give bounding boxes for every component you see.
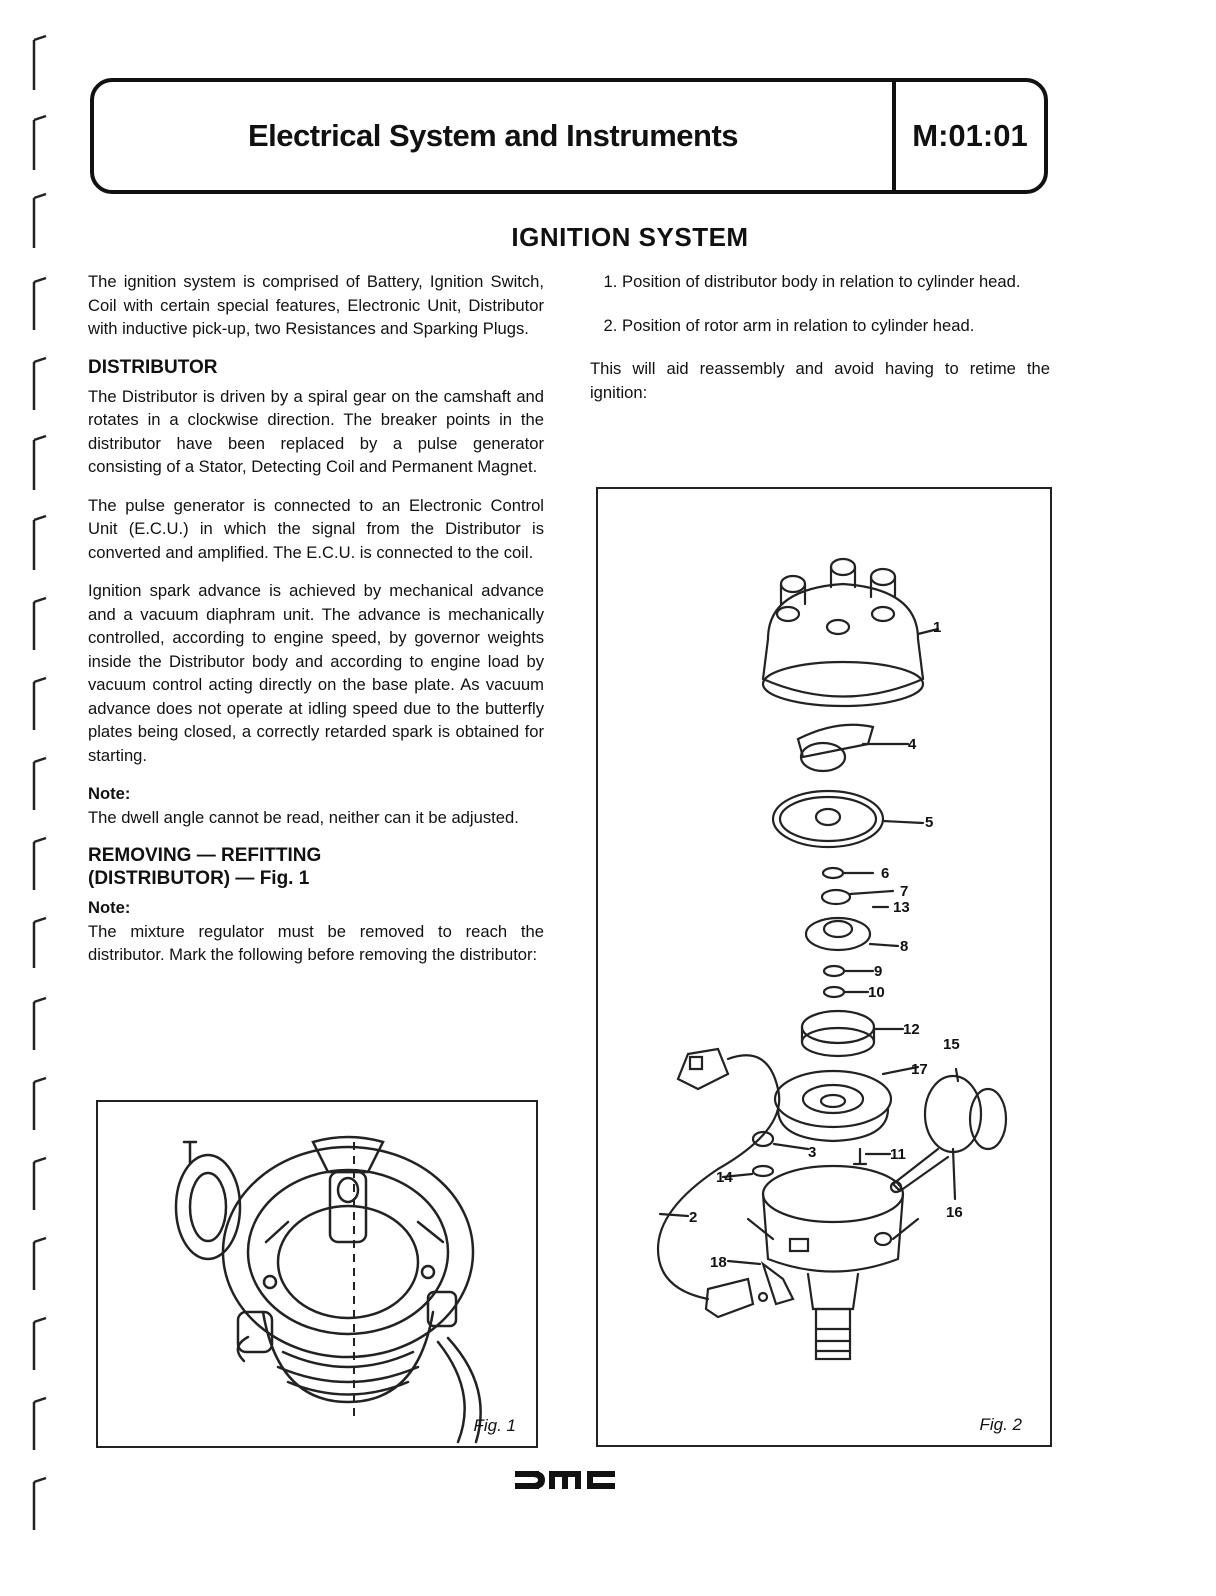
intro-paragraph: The ignition system is comprised of Battery, Ignition Switch, Coil with certain special features, Electronic Unit, Distributor with inductive pick-up, two Resistances and Sparking Plugs.	[88, 272, 544, 338]
figure-1	[96, 1100, 538, 1448]
section-title: IGNITION SYSTEM	[511, 222, 749, 252]
right-column	[590, 270, 1050, 419]
binder-marks	[22, 0, 52, 1596]
callout-18: 18	[710, 1254, 727, 1271]
distributor-paragraph-1: The Distributor is driven by a spiral gear on the camshaft and rotates in a clockwise direction. The breaker points in the distributor have been replaced by a pulse generator consisting of a Stator, Detecting Coil and Permanent Magnet.	[88, 386, 544, 476]
figure-1-caption: Fig. 1	[473, 1416, 516, 1435]
callout-10: 10	[868, 984, 885, 1001]
page-header	[90, 78, 1048, 194]
step-item: 2. Position of rotor arm in relation to cylinder head.	[622, 314, 1050, 338]
callout-5: 5	[925, 814, 934, 831]
callout-3: 3	[808, 1144, 817, 1161]
note-1-text: The dwell angle cannot be read, neither can it be adjusted.	[88, 807, 519, 827]
dmc-logo	[515, 1467, 615, 1493]
callout-11: 11	[890, 1146, 906, 1163]
header-title: Electrical System and Instruments	[247, 118, 739, 153]
callout-2: 2	[689, 1209, 698, 1226]
left-column	[88, 270, 544, 982]
callout-9: 9	[874, 963, 883, 980]
callout-6: 6	[881, 865, 890, 882]
figure-2-caption: Fig. 2	[979, 1415, 1022, 1434]
callout-17: 17	[911, 1061, 928, 1078]
callout-7: 7	[900, 883, 909, 900]
callout-1: 1	[933, 619, 942, 636]
callout-8: 8	[900, 938, 909, 955]
callout-13: 13	[893, 899, 910, 916]
header-code: M:01:01	[912, 118, 1028, 153]
distributor-exploded-illustration	[598, 489, 1050, 1445]
distributor-paragraph-3: Ignition spark advance is achieved by mechanical advance and a vacuum diaphram unit. The advance is mechanically controlled, according to engine speed, by governor weights inside the Distributor body and according to engine load by vacuum control acting directly on the base plate. As vacuum advance does not operate at idling speed due to the butterfly plates being closed, a correctly retarded spark is obtained for starting.	[88, 581, 544, 765]
note-2-label: Note:	[88, 898, 131, 917]
distributor-paragraph-2: The pulse generator is connected to an Electronic Control Unit (E.C.U.) in which the signal from the Distributor is converted and amplified. The E.C.U. is connected to the coil.	[88, 495, 544, 562]
callout-12: 12	[903, 1021, 920, 1038]
removing-heading-line-2: (DISTRIBUTOR) — Fig. 1	[88, 868, 310, 889]
note-1-label: Note:	[88, 784, 131, 803]
removing-heading-line-1: REMOVING — REFITTING	[88, 845, 322, 866]
step-item: 1. Position of distributor body in relation to cylinder head.	[622, 270, 1050, 294]
callout-16: 16	[946, 1204, 963, 1221]
callout-4: 4	[908, 736, 917, 753]
note-2-text: The mixture regulator must be removed to reach the distributor. Mark the following before removing the distributor:	[88, 921, 544, 964]
figure-2	[596, 487, 1052, 1447]
closing-paragraph: This will aid reassembly and avoid having to retime the ignition:	[590, 359, 1050, 402]
distributor-heading: DISTRIBUTOR	[88, 356, 218, 378]
callout-14: 14	[716, 1169, 733, 1186]
distributor-top-illustration	[98, 1102, 536, 1446]
marking-steps	[590, 270, 1050, 337]
callout-15: 15	[943, 1036, 960, 1053]
